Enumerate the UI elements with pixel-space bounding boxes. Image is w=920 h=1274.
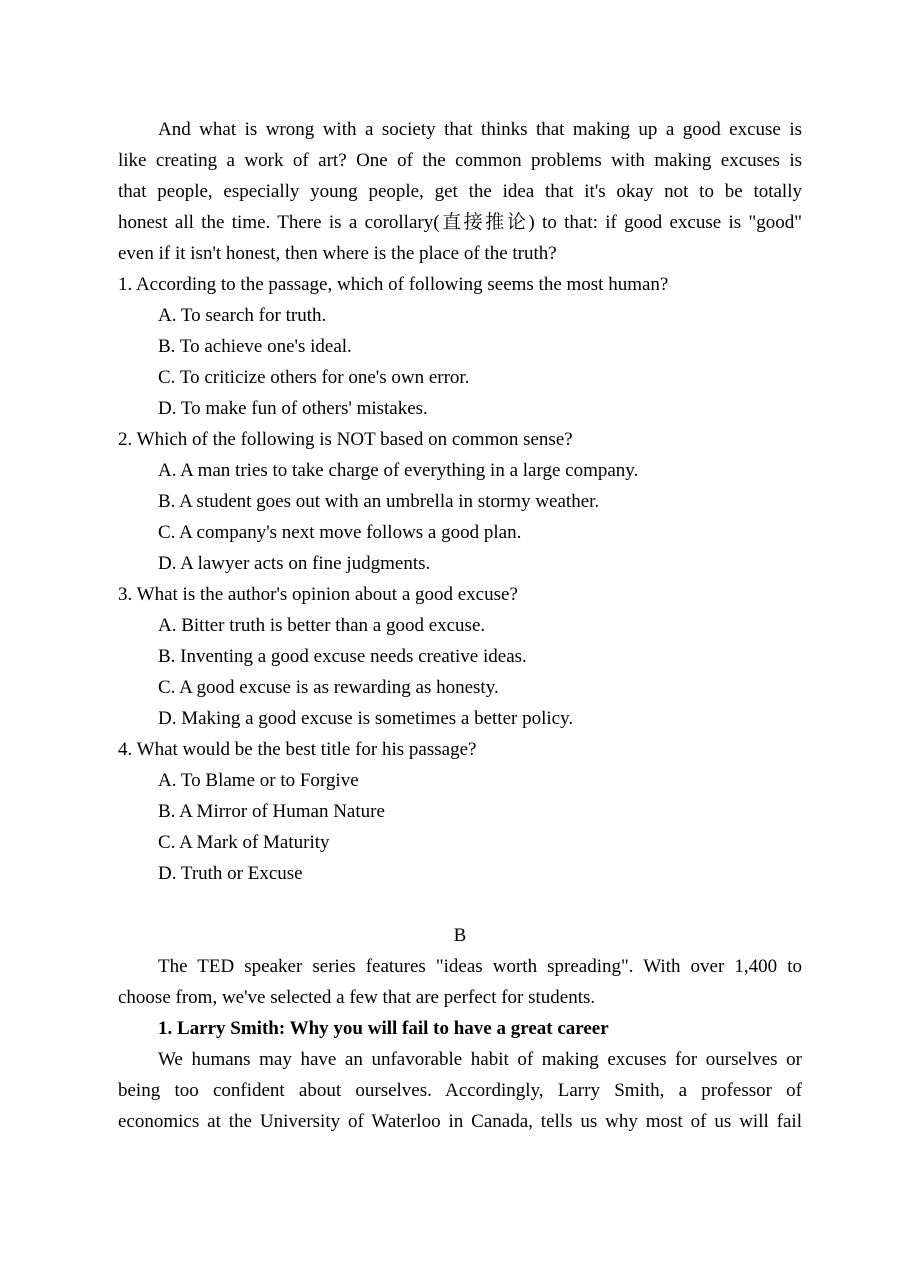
answer-option-a: A. To search for truth.	[158, 305, 327, 326]
answer-option-c: C. To criticize others for one's own error.	[158, 367, 470, 388]
question-stem: 2. Which of the following is NOT based on common sense?	[118, 429, 573, 450]
paragraph-line: choose from, we've selected a few that are perfect for students.	[118, 987, 596, 1008]
document-page	[118, 114, 802, 1137]
passage-a-paragraph	[118, 114, 802, 269]
answer-option-b: B. Inventing a good excuse needs creative ideas.	[158, 646, 527, 667]
answer-option-b: B. A student goes out with an umbrella in stormy weather.	[158, 491, 600, 512]
section-spacer	[118, 889, 802, 920]
answer-option-a: A. Bitter truth is better than a good excuse.	[158, 615, 486, 636]
paragraph-line: The TED speaker series features "ideas worth spreading". With over 1,400 to	[158, 956, 802, 977]
question-1	[118, 269, 802, 424]
question-stem: 1. According to the passage, which of following seems the most human?	[118, 274, 669, 295]
question-stem: 3. What is the author's opinion about a good excuse?	[118, 584, 518, 605]
answer-option-b: B. A Mirror of Human Nature	[158, 801, 385, 822]
paragraph-line: like creating a work of art? One of the common problems with making excuses is	[118, 150, 802, 171]
question-2	[118, 424, 802, 579]
talk-description	[118, 1044, 802, 1137]
answer-option-c: C. A Mark of Maturity	[158, 832, 330, 853]
question-stem: 4. What would be the best title for his passage?	[118, 739, 477, 760]
paragraph-line: even if it isn't honest, then where is the place of the truth?	[118, 243, 557, 264]
answer-option-c: C. A company's next move follows a good plan.	[158, 522, 522, 543]
answer-option-c: C. A good excuse is as rewarding as honesty.	[158, 677, 499, 698]
paragraph-line: We humans may have an unfavorable habit of making excuses for ourselves or	[158, 1049, 802, 1070]
paragraph-line: that people, especially young people, get the idea that it's okay not to be totally	[118, 181, 802, 202]
question-4	[118, 734, 802, 889]
section-b-intro	[118, 951, 802, 1013]
answer-option-d: D. A lawyer acts on fine judgments.	[158, 553, 431, 574]
talk-title: 1. Larry Smith: Why you will fail to have a great career	[158, 1018, 609, 1039]
answer-option-a: A. To Blame or to Forgive	[158, 770, 359, 791]
paragraph-line: And what is wrong with a society that thinks that making up a good excuse is	[158, 119, 802, 140]
answer-option-d: D. To make fun of others' mistakes.	[158, 398, 428, 419]
paragraph-line: being too confident about ourselves. Accordingly, Larry Smith, a professor of	[118, 1080, 802, 1101]
paragraph-line: economics at the University of Waterloo in Canada, tells us why most of us will fail	[118, 1111, 802, 1132]
answer-option-d: D. Truth or Excuse	[158, 863, 303, 884]
section-heading: B	[453, 925, 467, 946]
answer-option-d: D. Making a good excuse is sometimes a better policy.	[158, 708, 574, 729]
answer-option-a: A. A man tries to take charge of everything in a large company.	[158, 460, 639, 481]
paragraph-line: honest all the time. There is a corollary(直接推论) to that: if good excuse is "good"	[118, 212, 802, 233]
question-3	[118, 579, 802, 734]
answer-option-b: B. To achieve one's ideal.	[158, 336, 352, 357]
